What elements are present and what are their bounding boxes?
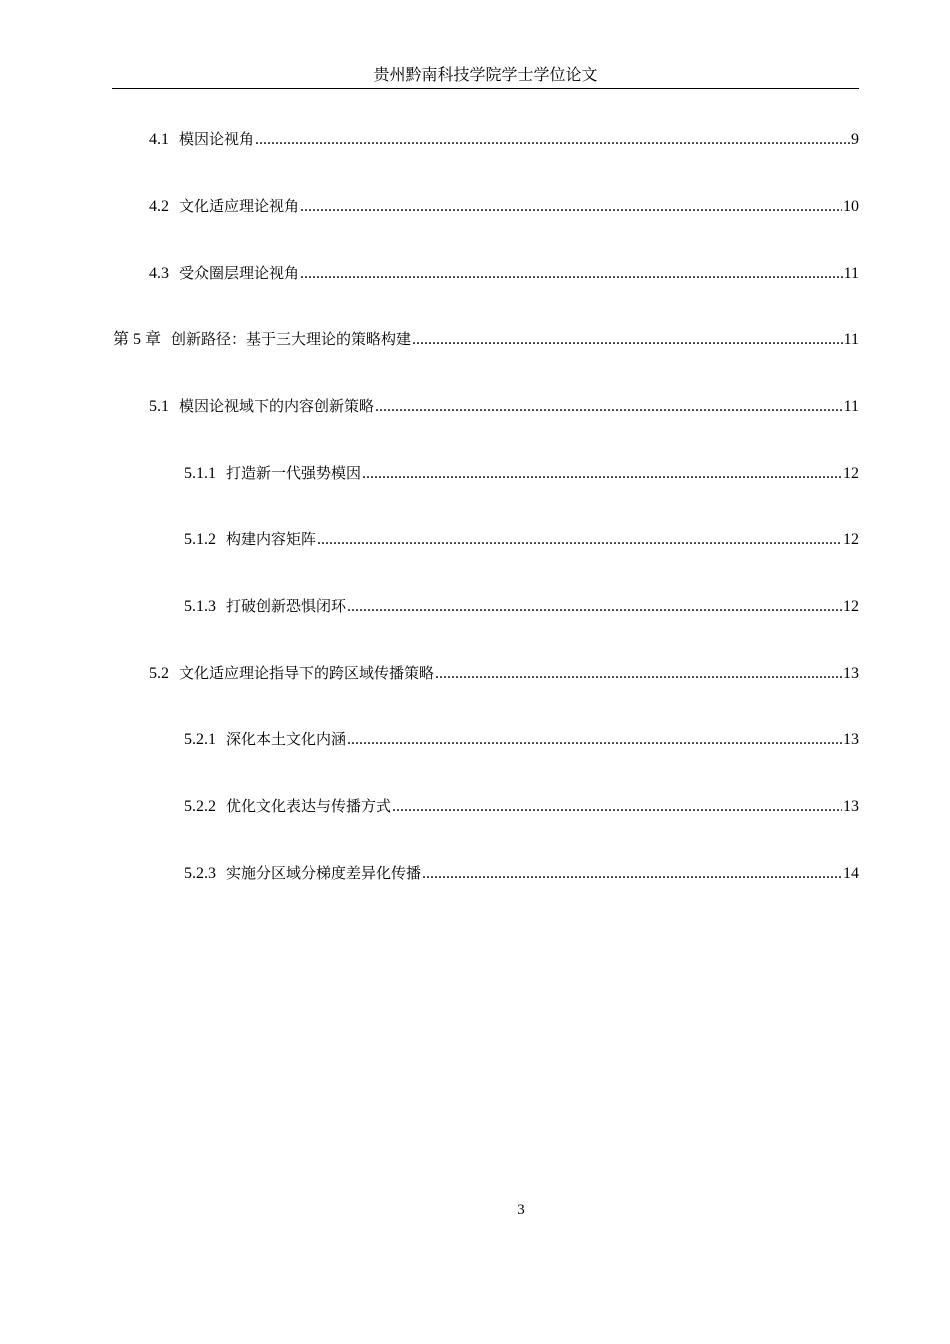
toc-entry-title: 创新路径：基于三大理论的策略构建 [171,330,412,348]
toc-entry-page: 11 [843,398,859,415]
toc-entry-title: 实施分区域分梯度差异化传播 [226,864,422,882]
toc-entry-title: 深化本土文化内涵 [226,730,347,748]
toc-entry-title: 打破创新恐惧闭环 [226,597,347,615]
toc-leader-dots [317,529,842,551]
toc-entry-5-2[interactable] [149,662,859,685]
toc-leader-dots [412,329,843,351]
toc-entry-title: 模因论视角 [179,130,255,148]
toc-entry-page: 12 [843,465,859,482]
toc-entry-title: 优化文化表达与传播方式 [226,797,392,815]
toc-entry-5-2-1[interactable] [184,728,859,751]
toc-leader-dots [255,129,850,151]
toc-entry-4-1[interactable] [149,128,859,151]
toc-entry-number: 5.1.3 [184,598,216,615]
toc-entry-page: 12 [843,598,859,615]
toc-entry-number: 5.1 [149,398,169,415]
toc-entry-title: 构建内容矩阵 [226,530,317,548]
toc-entry-page: 13 [843,798,859,815]
page-header [112,64,859,89]
toc-entry-title: 受众圈层理论视角 [179,264,300,282]
toc-entry-number: 4.3 [149,265,169,282]
toc-entry-5-2-2[interactable] [184,795,859,818]
toc-entry-number: 5.2.1 [184,731,216,748]
toc-entry-page: 11 [843,265,859,282]
toc-entry-chapter-5[interactable] [113,328,859,351]
toc-entry-page: 11 [843,331,859,348]
toc-leader-dots [300,196,842,218]
toc-entry-number: 5.2 [149,665,169,682]
toc-entry-page: 9 [851,131,859,148]
toc-entry-5-2-3[interactable] [184,862,859,885]
toc-entry-title: 打造新一代强势模因 [226,464,362,482]
toc-leader-dots [347,596,842,618]
toc-entry-4-2[interactable] [149,195,859,218]
header-title: 贵州黔南科技学院学士学位论文 [373,67,598,84]
toc-entry-number: 5.2.3 [184,865,216,882]
toc-entry-5-1-1[interactable] [184,462,859,485]
toc-entry-number: 5.1.2 [184,531,216,548]
toc-leader-dots [435,663,842,685]
toc-leader-dots [392,796,842,818]
toc-entry-title: 文化适应理论指导下的跨区域传播策略 [179,664,435,682]
toc-entry-page: 12 [843,531,859,548]
toc-leader-dots [375,396,843,418]
toc-entry-number: 5.2.2 [184,798,216,815]
toc-leader-dots [422,863,842,885]
toc-entry-4-3[interactable] [149,262,859,285]
toc-entry-number: 5.1.1 [184,465,216,482]
toc-leader-dots [300,263,843,285]
toc-entry-title: 模因论视域下的内容创新策略 [179,397,375,415]
toc-entry-page: 14 [843,865,859,882]
toc-entry-5-1[interactable] [149,395,859,418]
toc-entry-number: 4.2 [149,198,169,215]
toc-entry-number: 4.1 [149,131,169,148]
toc-entry-number: 第 5 章 [113,331,162,348]
toc-entry-5-1-2[interactable] [184,528,859,551]
page-number: 3 [517,1202,525,1218]
toc-leader-dots [347,729,842,751]
toc-entry-5-1-3[interactable] [184,595,859,618]
toc-entry-page: 13 [843,665,859,682]
toc-entry-page: 13 [843,731,859,748]
toc-leader-dots [362,463,842,485]
toc-entry-page: 10 [843,198,859,215]
toc-entry-title: 文化适应理论视角 [179,197,300,215]
